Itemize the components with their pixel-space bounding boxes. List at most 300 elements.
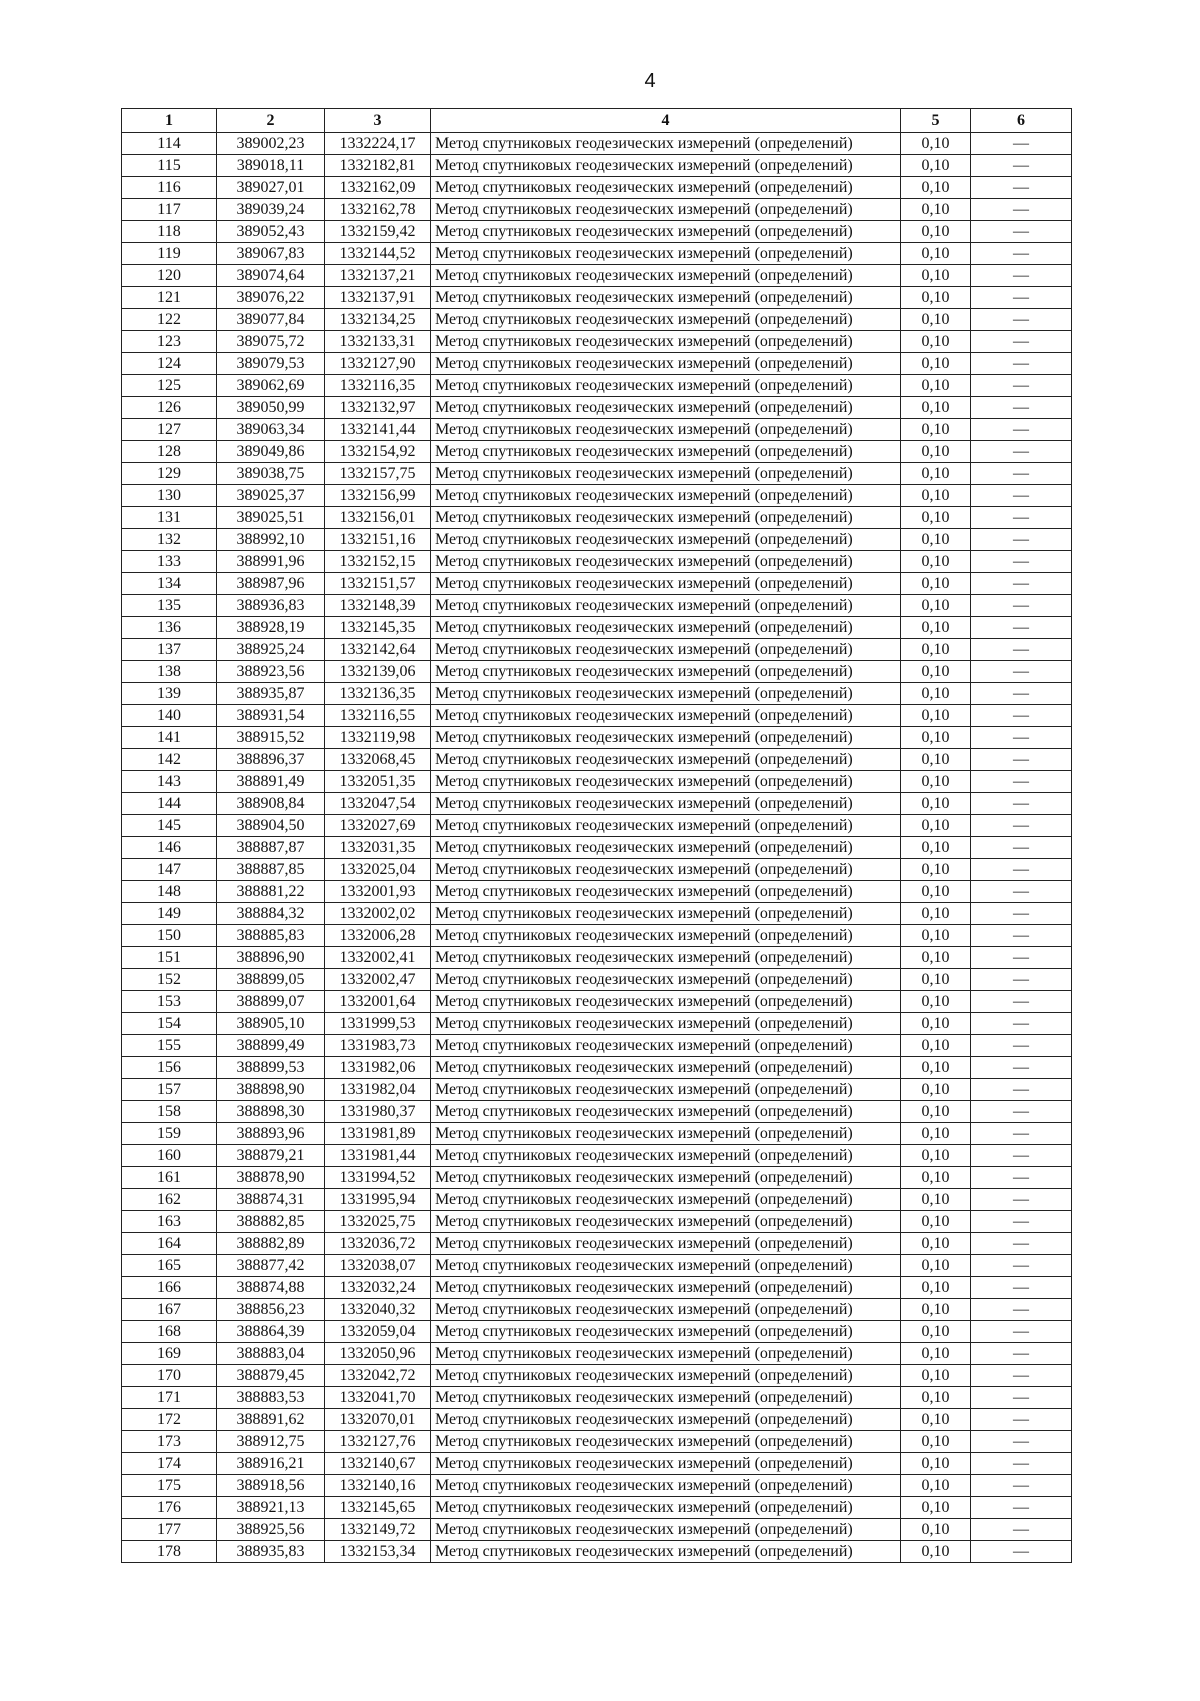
y-coordinate-cell: 1331983,73 [325, 1035, 431, 1057]
table-row [122, 1541, 1072, 1563]
point-number-cell: 127 [122, 419, 217, 441]
note-cell: — [971, 199, 1072, 221]
method-cell: Метод спутниковых геодезических измерений (определений) [431, 595, 901, 617]
method-cell: Метод спутниковых геодезических измерений (определений) [431, 485, 901, 507]
point-number-cell: 124 [122, 353, 217, 375]
x-coordinate-cell: 388931,54 [217, 705, 325, 727]
accuracy-cell: 0,10 [901, 155, 971, 177]
note-cell: — [971, 881, 1072, 903]
point-number-cell: 175 [122, 1475, 217, 1497]
accuracy-cell: 0,10 [901, 1057, 971, 1079]
accuracy-cell: 0,10 [901, 507, 971, 529]
y-coordinate-cell: 1332156,99 [325, 485, 431, 507]
point-number-cell: 171 [122, 1387, 217, 1409]
y-coordinate-cell: 1332127,90 [325, 353, 431, 375]
table-row [122, 1211, 1072, 1233]
accuracy-cell: 0,10 [901, 287, 971, 309]
accuracy-cell: 0,10 [901, 375, 971, 397]
x-coordinate-cell: 388991,96 [217, 551, 325, 573]
y-coordinate-cell: 1332134,25 [325, 309, 431, 331]
accuracy-cell: 0,10 [901, 177, 971, 199]
x-coordinate-cell: 388915,52 [217, 727, 325, 749]
note-cell: — [971, 837, 1072, 859]
method-cell: Метод спутниковых геодезических измерений (определений) [431, 639, 901, 661]
point-number-cell: 143 [122, 771, 217, 793]
y-coordinate-cell: 1332047,54 [325, 793, 431, 815]
x-coordinate-cell: 388882,89 [217, 1233, 325, 1255]
note-cell: — [971, 1233, 1072, 1255]
x-coordinate-cell: 388899,53 [217, 1057, 325, 1079]
note-cell: — [971, 1101, 1072, 1123]
x-coordinate-cell: 389002,23 [217, 133, 325, 155]
method-cell: Метод спутниковых геодезических измерений (определений) [431, 1233, 901, 1255]
method-cell: Метод спутниковых геодезических измерений (определений) [431, 199, 901, 221]
note-cell: — [971, 133, 1072, 155]
table-row [122, 617, 1072, 639]
y-coordinate-cell: 1332127,76 [325, 1431, 431, 1453]
y-coordinate-cell: 1332002,02 [325, 903, 431, 925]
point-number-cell: 138 [122, 661, 217, 683]
table-row [122, 353, 1072, 375]
accuracy-cell: 0,10 [901, 1079, 971, 1101]
accuracy-cell: 0,10 [901, 485, 971, 507]
point-number-cell: 150 [122, 925, 217, 947]
x-coordinate-cell: 389050,99 [217, 397, 325, 419]
x-coordinate-cell: 389049,86 [217, 441, 325, 463]
note-cell: — [971, 705, 1072, 727]
point-number-cell: 120 [122, 265, 217, 287]
y-coordinate-cell: 1332006,28 [325, 925, 431, 947]
accuracy-cell: 0,10 [901, 1409, 971, 1431]
method-cell: Метод спутниковых геодезических измерений (определений) [431, 1365, 901, 1387]
method-cell: Метод спутниковых геодезических измерений (определений) [431, 507, 901, 529]
x-coordinate-cell: 388893,96 [217, 1123, 325, 1145]
y-coordinate-cell: 1332145,35 [325, 617, 431, 639]
table-row [122, 639, 1072, 661]
point-number-cell: 135 [122, 595, 217, 617]
point-number-cell: 158 [122, 1101, 217, 1123]
x-coordinate-cell: 389075,72 [217, 331, 325, 353]
point-number-cell: 147 [122, 859, 217, 881]
accuracy-cell: 0,10 [901, 331, 971, 353]
note-cell: — [971, 309, 1072, 331]
accuracy-cell: 0,10 [901, 1321, 971, 1343]
x-coordinate-cell: 389063,34 [217, 419, 325, 441]
x-coordinate-cell: 388896,90 [217, 947, 325, 969]
method-cell: Метод спутниковых геодезических измерений (определений) [431, 881, 901, 903]
note-cell: — [971, 1255, 1072, 1277]
note-cell: — [971, 243, 1072, 265]
accuracy-cell: 0,10 [901, 925, 971, 947]
accuracy-cell: 0,10 [901, 793, 971, 815]
table-row [122, 375, 1072, 397]
accuracy-cell: 0,10 [901, 617, 971, 639]
method-cell: Метод спутниковых геодезических измерений (определений) [431, 331, 901, 353]
note-cell: — [971, 485, 1072, 507]
accuracy-cell: 0,10 [901, 1299, 971, 1321]
accuracy-cell: 0,10 [901, 265, 971, 287]
x-coordinate-cell: 388891,49 [217, 771, 325, 793]
y-coordinate-cell: 1331999,53 [325, 1013, 431, 1035]
method-cell: Метод спутниковых геодезических измерений (определений) [431, 1343, 901, 1365]
y-coordinate-cell: 1332025,75 [325, 1211, 431, 1233]
accuracy-cell: 0,10 [901, 529, 971, 551]
header-col-3: 3 [325, 109, 431, 133]
table-row [122, 771, 1072, 793]
method-cell: Метод спутниковых геодезических измерений (определений) [431, 1255, 901, 1277]
table-body [122, 133, 1072, 1563]
x-coordinate-cell: 388885,83 [217, 925, 325, 947]
accuracy-cell: 0,10 [901, 1365, 971, 1387]
accuracy-cell: 0,10 [901, 551, 971, 573]
method-cell: Метод спутниковых геодезических измерений (определений) [431, 1321, 901, 1343]
note-cell: — [971, 331, 1072, 353]
note-cell: — [971, 1453, 1072, 1475]
point-number-cell: 121 [122, 287, 217, 309]
table-row [122, 529, 1072, 551]
y-coordinate-cell: 1332002,41 [325, 947, 431, 969]
accuracy-cell: 0,10 [901, 1189, 971, 1211]
table-row [122, 837, 1072, 859]
x-coordinate-cell: 389018,11 [217, 155, 325, 177]
table-row [122, 1189, 1072, 1211]
x-coordinate-cell: 388935,87 [217, 683, 325, 705]
y-coordinate-cell: 1332119,98 [325, 727, 431, 749]
table-row [122, 1013, 1072, 1035]
accuracy-cell: 0,10 [901, 1519, 971, 1541]
y-coordinate-cell: 1332031,35 [325, 837, 431, 859]
method-cell: Метод спутниковых геодезических измерений (определений) [431, 573, 901, 595]
y-coordinate-cell: 1332032,24 [325, 1277, 431, 1299]
table-row [122, 1035, 1072, 1057]
table-row [122, 1365, 1072, 1387]
point-number-cell: 146 [122, 837, 217, 859]
y-coordinate-cell: 1331981,44 [325, 1145, 431, 1167]
y-coordinate-cell: 1331980,37 [325, 1101, 431, 1123]
accuracy-cell: 0,10 [901, 463, 971, 485]
method-cell: Метод спутниковых геодезических измерений (определений) [431, 1145, 901, 1167]
y-coordinate-cell: 1332051,35 [325, 771, 431, 793]
x-coordinate-cell: 389077,84 [217, 309, 325, 331]
y-coordinate-cell: 1332148,39 [325, 595, 431, 617]
accuracy-cell: 0,10 [901, 353, 971, 375]
method-cell: Метод спутниковых геодезических измерений (определений) [431, 397, 901, 419]
note-cell: — [971, 683, 1072, 705]
note-cell: — [971, 397, 1072, 419]
y-coordinate-cell: 1332162,09 [325, 177, 431, 199]
x-coordinate-cell: 389039,24 [217, 199, 325, 221]
point-number-cell: 134 [122, 573, 217, 595]
method-cell: Метод спутниковых геодезических измерений (определений) [431, 683, 901, 705]
accuracy-cell: 0,10 [901, 1233, 971, 1255]
point-number-cell: 178 [122, 1541, 217, 1563]
note-cell: — [971, 991, 1072, 1013]
table-row [122, 1167, 1072, 1189]
y-coordinate-cell: 1332145,65 [325, 1497, 431, 1519]
x-coordinate-cell: 389062,69 [217, 375, 325, 397]
note-cell: — [971, 1541, 1072, 1563]
y-coordinate-cell: 1332042,72 [325, 1365, 431, 1387]
method-cell: Метод спутниковых геодезических измерений (определений) [431, 1123, 901, 1145]
point-number-cell: 177 [122, 1519, 217, 1541]
y-coordinate-cell: 1332154,92 [325, 441, 431, 463]
point-number-cell: 152 [122, 969, 217, 991]
method-cell: Метод спутниковых геодезических измерений (определений) [431, 133, 901, 155]
accuracy-cell: 0,10 [901, 969, 971, 991]
method-cell: Метод спутниковых геодезических измерений (определений) [431, 1387, 901, 1409]
point-number-cell: 133 [122, 551, 217, 573]
point-number-cell: 128 [122, 441, 217, 463]
point-number-cell: 156 [122, 1057, 217, 1079]
y-coordinate-cell: 1332116,55 [325, 705, 431, 727]
y-coordinate-cell: 1332001,93 [325, 881, 431, 903]
x-coordinate-cell: 388936,83 [217, 595, 325, 617]
x-coordinate-cell: 389025,37 [217, 485, 325, 507]
point-number-cell: 145 [122, 815, 217, 837]
note-cell: — [971, 1211, 1072, 1233]
note-cell: — [971, 793, 1072, 815]
method-cell: Метод спутниковых геодезических измерений (определений) [431, 287, 901, 309]
method-cell: Метод спутниковых геодезических измерений (определений) [431, 155, 901, 177]
y-coordinate-cell: 1331982,06 [325, 1057, 431, 1079]
note-cell: — [971, 1431, 1072, 1453]
point-number-cell: 125 [122, 375, 217, 397]
y-coordinate-cell: 1332040,32 [325, 1299, 431, 1321]
accuracy-cell: 0,10 [901, 1277, 971, 1299]
method-cell: Метод спутниковых геодезических измерений (определений) [431, 837, 901, 859]
table-row [122, 155, 1072, 177]
accuracy-cell: 0,10 [901, 881, 971, 903]
note-cell: — [971, 155, 1072, 177]
note-cell: — [971, 1167, 1072, 1189]
table-row [122, 1299, 1072, 1321]
x-coordinate-cell: 389076,22 [217, 287, 325, 309]
table-row [122, 1453, 1072, 1475]
note-cell: — [971, 1123, 1072, 1145]
accuracy-cell: 0,10 [901, 727, 971, 749]
point-number-cell: 161 [122, 1167, 217, 1189]
table-row [122, 419, 1072, 441]
header-col-6: 6 [971, 109, 1072, 133]
table-row [122, 177, 1072, 199]
note-cell: — [971, 1057, 1072, 1079]
accuracy-cell: 0,10 [901, 397, 971, 419]
table-row [122, 199, 1072, 221]
note-cell: — [971, 749, 1072, 771]
note-cell: — [971, 1189, 1072, 1211]
table-row [122, 463, 1072, 485]
x-coordinate-cell: 388905,10 [217, 1013, 325, 1035]
point-number-cell: 165 [122, 1255, 217, 1277]
x-coordinate-cell: 388928,19 [217, 617, 325, 639]
x-coordinate-cell: 388896,37 [217, 749, 325, 771]
note-cell: — [971, 1079, 1072, 1101]
point-number-cell: 157 [122, 1079, 217, 1101]
y-coordinate-cell: 1332149,72 [325, 1519, 431, 1541]
point-number-cell: 154 [122, 1013, 217, 1035]
y-coordinate-cell: 1331994,52 [325, 1167, 431, 1189]
y-coordinate-cell: 1332157,75 [325, 463, 431, 485]
method-cell: Метод спутниковых геодезических измерений (определений) [431, 1453, 901, 1475]
note-cell: — [971, 419, 1072, 441]
note-cell: — [971, 859, 1072, 881]
header-col-5: 5 [901, 109, 971, 133]
table-row [122, 1475, 1072, 1497]
table-row [122, 221, 1072, 243]
x-coordinate-cell: 388879,45 [217, 1365, 325, 1387]
x-coordinate-cell: 389079,53 [217, 353, 325, 375]
point-number-cell: 122 [122, 309, 217, 331]
note-cell: — [971, 1365, 1072, 1387]
note-cell: — [971, 463, 1072, 485]
point-number-cell: 174 [122, 1453, 217, 1475]
method-cell: Метод спутниковых геодезических измерений (определений) [431, 727, 901, 749]
method-cell: Метод спутниковых геодезических измерений (определений) [431, 859, 901, 881]
note-cell: — [971, 925, 1072, 947]
table-row [122, 1321, 1072, 1343]
y-coordinate-cell: 1332038,07 [325, 1255, 431, 1277]
coordinates-table [121, 108, 1072, 1563]
method-cell: Метод спутниковых геодезических измерений (определений) [431, 551, 901, 573]
note-cell: — [971, 529, 1072, 551]
point-number-cell: 169 [122, 1343, 217, 1365]
table-row [122, 815, 1072, 837]
table-row [122, 1057, 1072, 1079]
x-coordinate-cell: 388916,21 [217, 1453, 325, 1475]
x-coordinate-cell: 389025,51 [217, 507, 325, 529]
y-coordinate-cell: 1332140,16 [325, 1475, 431, 1497]
y-coordinate-cell: 1332068,45 [325, 749, 431, 771]
y-coordinate-cell: 1332140,67 [325, 1453, 431, 1475]
point-number-cell: 116 [122, 177, 217, 199]
point-number-cell: 119 [122, 243, 217, 265]
accuracy-cell: 0,10 [901, 661, 971, 683]
point-number-cell: 162 [122, 1189, 217, 1211]
note-cell: — [971, 1035, 1072, 1057]
y-coordinate-cell: 1332002,47 [325, 969, 431, 991]
table-row [122, 397, 1072, 419]
x-coordinate-cell: 388925,24 [217, 639, 325, 661]
method-cell: Метод спутниковых геодезических измерений (определений) [431, 1497, 901, 1519]
note-cell: — [971, 287, 1072, 309]
method-cell: Метод спутниковых геодезических измерений (определений) [431, 661, 901, 683]
accuracy-cell: 0,10 [901, 705, 971, 727]
note-cell: — [971, 1519, 1072, 1541]
point-number-cell: 144 [122, 793, 217, 815]
x-coordinate-cell: 388877,42 [217, 1255, 325, 1277]
x-coordinate-cell: 388925,56 [217, 1519, 325, 1541]
point-number-cell: 153 [122, 991, 217, 1013]
y-coordinate-cell: 1332152,15 [325, 551, 431, 573]
point-number-cell: 155 [122, 1035, 217, 1057]
table-row [122, 903, 1072, 925]
method-cell: Метод спутниковых геодезических измерений (определений) [431, 265, 901, 287]
note-cell: — [971, 441, 1072, 463]
table-row [122, 243, 1072, 265]
method-cell: Метод спутниковых геодезических измерений (определений) [431, 705, 901, 727]
y-coordinate-cell: 1332142,64 [325, 639, 431, 661]
x-coordinate-cell: 388899,05 [217, 969, 325, 991]
x-coordinate-cell: 388879,21 [217, 1145, 325, 1167]
method-cell: Метод спутниковых геодезических измерений (определений) [431, 925, 901, 947]
method-cell: Метод спутниковых геодезических измерений (определений) [431, 243, 901, 265]
accuracy-cell: 0,10 [901, 419, 971, 441]
table-row [122, 661, 1072, 683]
point-number-cell: 123 [122, 331, 217, 353]
table-row [122, 1101, 1072, 1123]
y-coordinate-cell: 1332001,64 [325, 991, 431, 1013]
y-coordinate-cell: 1332027,69 [325, 815, 431, 837]
y-coordinate-cell: 1332159,42 [325, 221, 431, 243]
point-number-cell: 139 [122, 683, 217, 705]
table-row [122, 551, 1072, 573]
method-cell: Метод спутниковых геодезических измерений (определений) [431, 441, 901, 463]
accuracy-cell: 0,10 [901, 199, 971, 221]
accuracy-cell: 0,10 [901, 1453, 971, 1475]
method-cell: Метод спутниковых геодезических измерений (определений) [431, 309, 901, 331]
x-coordinate-cell: 389027,01 [217, 177, 325, 199]
note-cell: — [971, 617, 1072, 639]
method-cell: Метод спутниковых геодезических измерений (определений) [431, 463, 901, 485]
note-cell: — [971, 573, 1072, 595]
y-coordinate-cell: 1332116,35 [325, 375, 431, 397]
y-coordinate-cell: 1332151,16 [325, 529, 431, 551]
y-coordinate-cell: 1332025,04 [325, 859, 431, 881]
table-row [122, 1145, 1072, 1167]
method-cell: Метод спутниковых геодезических измерений (определений) [431, 375, 901, 397]
accuracy-cell: 0,10 [901, 441, 971, 463]
table-row [122, 859, 1072, 881]
note-cell: — [971, 639, 1072, 661]
x-coordinate-cell: 389074,64 [217, 265, 325, 287]
table-header-row [122, 109, 1072, 133]
y-coordinate-cell: 1332156,01 [325, 507, 431, 529]
y-coordinate-cell: 1332137,91 [325, 287, 431, 309]
accuracy-cell: 0,10 [901, 1541, 971, 1563]
x-coordinate-cell: 388898,90 [217, 1079, 325, 1101]
method-cell: Метод спутниковых геодезических измерений (определений) [431, 991, 901, 1013]
accuracy-cell: 0,10 [901, 1475, 971, 1497]
method-cell: Метод спутниковых геодезических измерений (определений) [431, 221, 901, 243]
table-row [122, 309, 1072, 331]
accuracy-cell: 0,10 [901, 1145, 971, 1167]
point-number-cell: 137 [122, 639, 217, 661]
note-cell: — [971, 1343, 1072, 1365]
note-cell: — [971, 1475, 1072, 1497]
x-coordinate-cell: 388899,49 [217, 1035, 325, 1057]
note-cell: — [971, 507, 1072, 529]
accuracy-cell: 0,10 [901, 1211, 971, 1233]
x-coordinate-cell: 388887,85 [217, 859, 325, 881]
point-number-cell: 176 [122, 1497, 217, 1519]
accuracy-cell: 0,10 [901, 947, 971, 969]
y-coordinate-cell: 1332139,06 [325, 661, 431, 683]
accuracy-cell: 0,10 [901, 243, 971, 265]
note-cell: — [971, 1497, 1072, 1519]
note-cell: — [971, 1387, 1072, 1409]
y-coordinate-cell: 1332136,35 [325, 683, 431, 705]
method-cell: Метод спутниковых геодезических измерений (определений) [431, 969, 901, 991]
note-cell: — [971, 771, 1072, 793]
table-row [122, 1343, 1072, 1365]
note-cell: — [971, 1409, 1072, 1431]
method-cell: Метод спутниковых геодезических измерений (определений) [431, 1057, 901, 1079]
x-coordinate-cell: 388883,53 [217, 1387, 325, 1409]
table-row [122, 573, 1072, 595]
method-cell: Метод спутниковых геодезических измерений (определений) [431, 177, 901, 199]
accuracy-cell: 0,10 [901, 309, 971, 331]
page-number: 4 [644, 70, 656, 92]
